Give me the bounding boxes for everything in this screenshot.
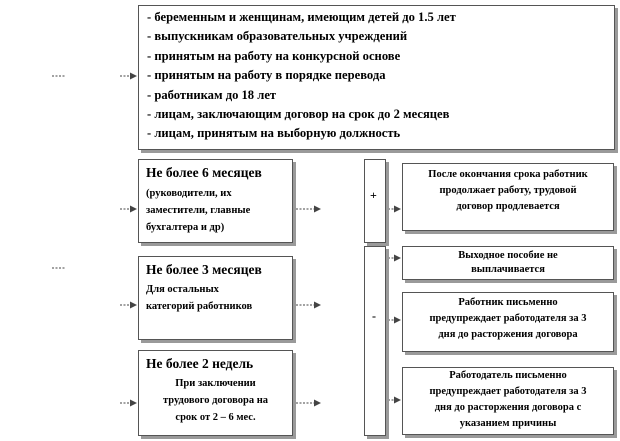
result-line: предупреждает работодателя за 3 xyxy=(429,313,587,324)
list-item: - беременным и женщинам, имеющим детей до 1.5 лет xyxy=(147,10,456,24)
term-2-weeks-box xyxy=(138,350,293,436)
term-desc-line: трудового договора на xyxy=(162,395,269,406)
list-item: - работникам до 18 лет xyxy=(147,88,277,102)
term-desc-line: категорий работников xyxy=(146,301,253,312)
result-no-severance-box xyxy=(402,246,614,280)
result-line: указанием причины xyxy=(459,418,557,429)
minus-sign-box xyxy=(364,246,386,436)
result-line: предупреждает работодателя за 3 xyxy=(429,386,587,397)
list-item: - принятым на работу в порядке перевода xyxy=(147,68,386,82)
term-desc-line: (руководители, их xyxy=(146,188,232,199)
term-6-months-box xyxy=(138,159,293,243)
exempt-categories-box xyxy=(138,5,615,150)
result-employee-notice-box xyxy=(402,292,614,352)
plus-sign: + xyxy=(370,188,377,202)
term-desc-line: Для остальных xyxy=(146,284,219,295)
plus-sign-box xyxy=(364,159,386,243)
result-line: договор продлевается xyxy=(456,201,560,212)
result-line: продолжает работу, трудовой xyxy=(439,185,577,196)
result-line: После окончания срока работник xyxy=(428,169,588,180)
result-line: выплачивается xyxy=(471,264,545,275)
list-item: - лицам, принятым на выборную должность xyxy=(147,126,401,140)
result-line: дня до расторжения договора xyxy=(438,329,578,340)
result-line: Работник письменно xyxy=(458,297,558,308)
result-employer-notice-box xyxy=(402,367,614,435)
term-desc-line: бухгалтера и др) xyxy=(146,222,225,233)
minus-sign: - xyxy=(372,309,376,323)
term-desc-line: При заключении xyxy=(175,378,256,389)
result-line: дня до расторжения договора с xyxy=(434,402,582,413)
result-line: Выходное пособие не xyxy=(458,250,558,261)
list-item: - лицам, заключающим договор на срок до 2 месяцев xyxy=(147,107,450,121)
term-title: Не более 3 месяцев xyxy=(146,262,262,277)
term-title: Не более 6 месяцев xyxy=(146,165,262,180)
term-desc-line: срок от 2 – 6 мес. xyxy=(175,412,256,423)
term-desc-line: заместители, главные xyxy=(146,205,251,216)
result-contract-extended-box xyxy=(402,163,614,231)
list-item: - принятым на работу на конкурсной основе xyxy=(147,49,401,63)
list-item: - выпускникам образовательных учреждений xyxy=(147,29,408,43)
term-3-months-box xyxy=(138,256,293,340)
result-line: Работодатель письменно xyxy=(449,370,567,381)
term-title: Не более 2 недель xyxy=(146,356,254,371)
